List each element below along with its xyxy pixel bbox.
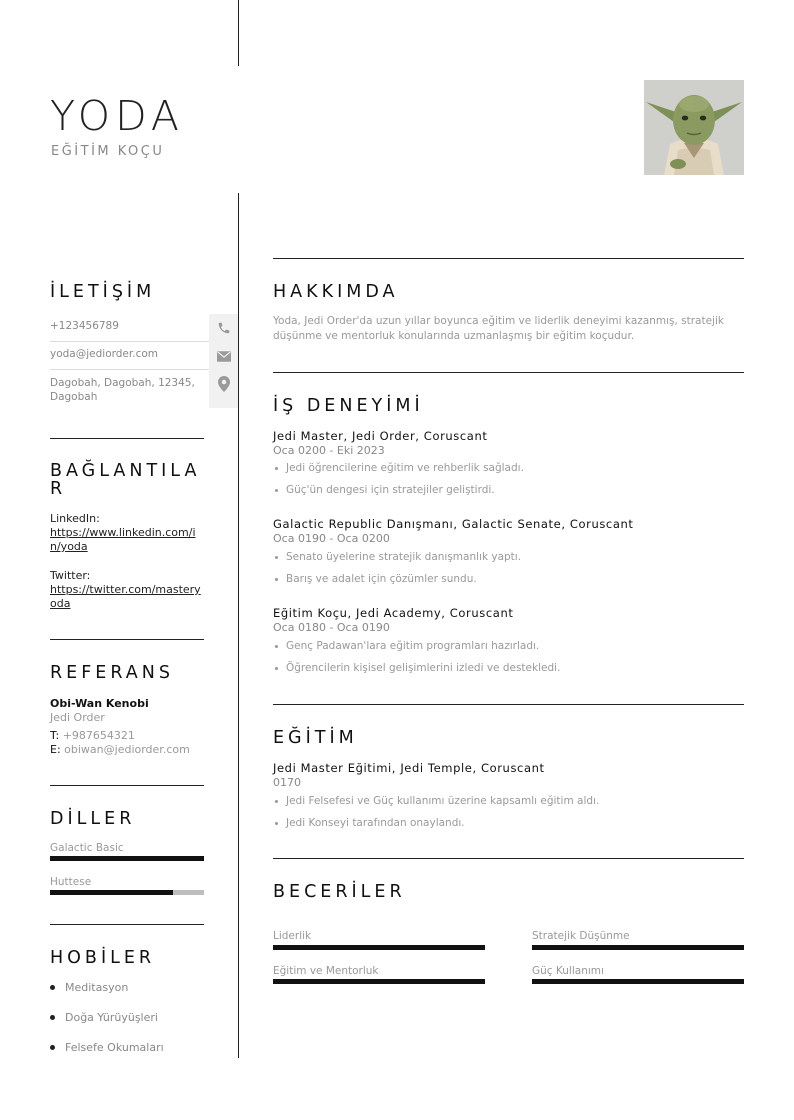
hobby-item [50,1011,158,1024]
job-date: Oca 0190 - Oca 0200 [273,532,390,545]
job-bullet [273,462,524,474]
language-label: Huttese [50,876,92,888]
job-date: Oca 0200 - Eki 2023 [273,444,385,457]
skill-label: Stratejik Düşünme [532,930,630,942]
education-bullet [273,817,465,829]
job-bullet-text: Senato üyelerine stratejik danışmanlık yaptı. [286,551,522,563]
map-pin-icon [209,370,238,408]
link-linkedin-label: LinkedIn: [50,512,100,525]
candidate-name: YODA [50,92,184,140]
job-bullet [273,573,477,585]
hobby-label: Meditasyon [65,981,129,994]
job-title: Jedi Master, Jedi Order, Coruscant [273,429,488,443]
education-bullet-text: Jedi Felsefesi ve Güç kullanımı üzerine kapsamlı eğitim aldı. [286,795,600,807]
language-level-bar [50,890,204,895]
job-bullet-text: Barış ve adalet için çözümler sundu. [286,573,477,585]
skill-label: Eğitim ve Mentorluk [273,965,379,977]
hobbies-heading: HOBİLER [50,948,156,968]
job-bullet [273,484,495,496]
envelope-icon [209,342,238,370]
divider [273,858,744,859]
bullet-icon [275,667,278,670]
reference-phone [50,729,135,742]
reference-email-label: E: [50,743,61,756]
language-label: Galactic Basic [50,842,124,854]
language-level-bar [50,856,204,861]
reference-name: Obi-Wan Kenobi [50,697,149,710]
bullet-icon [275,800,278,803]
divider [273,258,744,259]
skill-level-bar [532,945,744,950]
bullet-icon [275,645,278,648]
link-twitter-label: Twitter: [50,569,91,582]
skill-level-bar [532,979,744,984]
job-title: Eğitim Koçu, Jedi Academy, Coruscant [273,606,514,620]
skills-heading: BECERİLER [273,882,406,902]
linkedin-link[interactable]: https://www.linkedin.com/in/yoda [50,526,196,553]
divider [273,704,744,705]
experience-heading: İŞ DENEYİMİ [273,396,424,416]
divider [50,639,204,640]
candidate-title: EĞİTİM KOÇU [51,144,165,159]
vertical-divider [238,193,239,1058]
contact-heading: İLETİŞİM [50,282,156,302]
reference-email-value: obiwan@jediorder.com [64,743,190,756]
job-bullet [273,662,560,674]
links-heading: BAĞLANTILAR [50,461,201,499]
language-level-fill [50,890,173,895]
job-bullet-text: Genç Padawan'lara eğitim programları hazırladı. [286,640,540,652]
contact-address-text: Dagobah, Dagobah, 12345, Dagobah [50,377,195,403]
education-bullet-text: Jedi Konseyi tarafından onaylandı. [286,817,465,829]
bullet-icon [275,822,278,825]
link-twitter [50,569,202,611]
skill-level-bar [273,979,485,984]
job-bullet-text: Jedi öğrencilerine eğitim ve rehberlik sağladı. [286,462,524,474]
hobby-label: Felsefe Okumaları [65,1041,164,1054]
reference-org: Jedi Order [50,711,105,724]
about-text: Yoda, Jedi Order'da uzun yıllar boyunca eğitim ve liderlik deneyimi kazanmış, stratejik düşünme ve mentorluk konularında uzmanlaşmış bir eğitim koçudur. [273,315,724,342]
profile-photo [644,80,744,175]
skill-level-bar [273,945,485,950]
job-bullet [273,551,521,563]
job-date: Oca 0180 - Oca 0190 [273,621,390,634]
link-linkedin [50,512,202,554]
bullet-icon [275,556,278,559]
education-title: Jedi Master Eğitimi, Jedi Temple, Coruscant [273,761,545,775]
hobby-item [50,1041,164,1054]
twitter-link[interactable]: https://twitter.com/masteryoda [50,583,201,610]
divider [50,924,204,925]
reference-email [50,743,190,756]
bullet-icon [275,578,278,581]
language-level-fill [50,856,204,861]
languages-heading: DİLLER [50,809,136,829]
about-heading: HAKKIMDA [273,282,399,302]
hobby-label: Doğa Yürüyüşleri [65,1011,158,1024]
divider [273,372,744,373]
job-bullet-text: Öğrencilerin kişisel gelişimlerini izledi ve destekledi. [286,662,561,674]
divider [50,438,204,439]
phone-icon [209,314,238,342]
vertical-divider-top [238,0,239,66]
bullet-icon [275,489,278,492]
contact-phone-text: +123456789 [50,320,119,332]
bullet-icon [275,467,278,470]
job-title: Galactic Republic Danışmanı, Galactic Senate, Coruscant [273,517,634,531]
bullet-icon [50,1015,55,1020]
education-bullet [273,795,599,807]
job-bullet-text: Güç'ün dengesi için stratejiler geliştirdi. [286,484,495,496]
education-heading: EĞİTİM [273,728,358,748]
references-heading: REFERANS [50,663,174,683]
education-date: 0170 [273,776,301,789]
divider [50,785,204,786]
skill-label: Güç Kullanımı [532,965,604,977]
job-bullet [273,640,539,652]
bullet-icon [50,1045,55,1050]
reference-phone-value: +987654321 [62,729,135,742]
skill-label: Liderlik [273,930,312,942]
reference-phone-label: T: [50,729,60,742]
contact-email-text: yoda@jediorder.com [50,348,158,360]
hobby-item [50,981,128,994]
bullet-icon [50,985,55,990]
